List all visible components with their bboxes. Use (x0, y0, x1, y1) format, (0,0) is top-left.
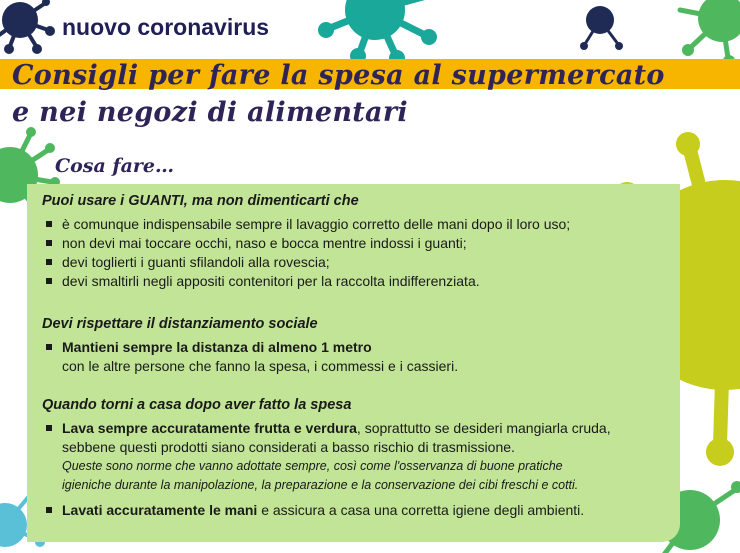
hygiene-note-line1: Queste sono norme che vanno adottate sempre, così come l'osservanza di buone pratiche (62, 459, 563, 473)
section-heading-home: Quando torni a casa dopo aver fatto la spesa (42, 397, 352, 413)
home-section (42, 396, 611, 520)
list-item (42, 419, 611, 495)
list-item (42, 501, 611, 520)
wash-produce-detail: sebbene questi prodotti siano considerati a basso rischio di trasmissione. (62, 439, 515, 455)
list-item: devi toglierti i guanti sfilandoli alla rovescia; (42, 253, 570, 272)
page-title-line1: Consigli per fare la spesa al supermercato (12, 60, 665, 91)
distance-rule-detail: con le altre persone che fanno la spesa, i commessi e i cassieri. (62, 358, 459, 374)
virus-illustration-teal (318, 0, 437, 66)
wash-produce-rule: Lava sempre accuratamente frutta e verdura (62, 420, 357, 436)
list-item (42, 338, 458, 376)
topic-header: nuovo coronavirus (62, 14, 270, 40)
virus-illustration-green-top (680, 0, 740, 67)
distancing-list (42, 338, 458, 376)
section-subtitle: Cosa fare… (55, 155, 175, 177)
hygiene-note-line2: igieniche durante la manipolazione, la preparazione e la conservazione dei cibi freschi e cotti. (62, 478, 579, 492)
wash-hands-rule: Lavati accuratamente le mani (62, 502, 258, 518)
gloves-section (42, 192, 570, 291)
list-item: devi smaltirli negli appositi contenitori per la raccolta indifferenziata. (42, 272, 570, 291)
list-item: è comunque indispensabile sempre il lavaggio corretto delle mani dopo il loro uso; (42, 215, 570, 234)
distance-rule: Mantieni sempre la distanza di almeno 1 metro (62, 339, 372, 355)
wash-produce-rest: , soprattutto se desideri mangiarla cruda, (356, 420, 611, 436)
gloves-list (42, 215, 570, 291)
wash-hands-rest: e assicura a casa una corretta igiene degli ambienti. (257, 502, 585, 518)
virus-illustration-navy-right (580, 6, 623, 50)
virus-illustration-navy (0, 0, 55, 54)
section-heading-distancing: Devi rispettare il distanziamento sociale (42, 316, 318, 332)
page-title-line2: e nei negozi di alimentari (12, 97, 408, 128)
home-list (42, 419, 611, 520)
distancing-section (42, 315, 458, 376)
list-item: non devi mai toccare occhi, naso e bocca mentre indossi i guanti; (42, 234, 570, 253)
section-heading-gloves: Puoi usare i GUANTI, ma non dimenticarti che (42, 193, 359, 209)
